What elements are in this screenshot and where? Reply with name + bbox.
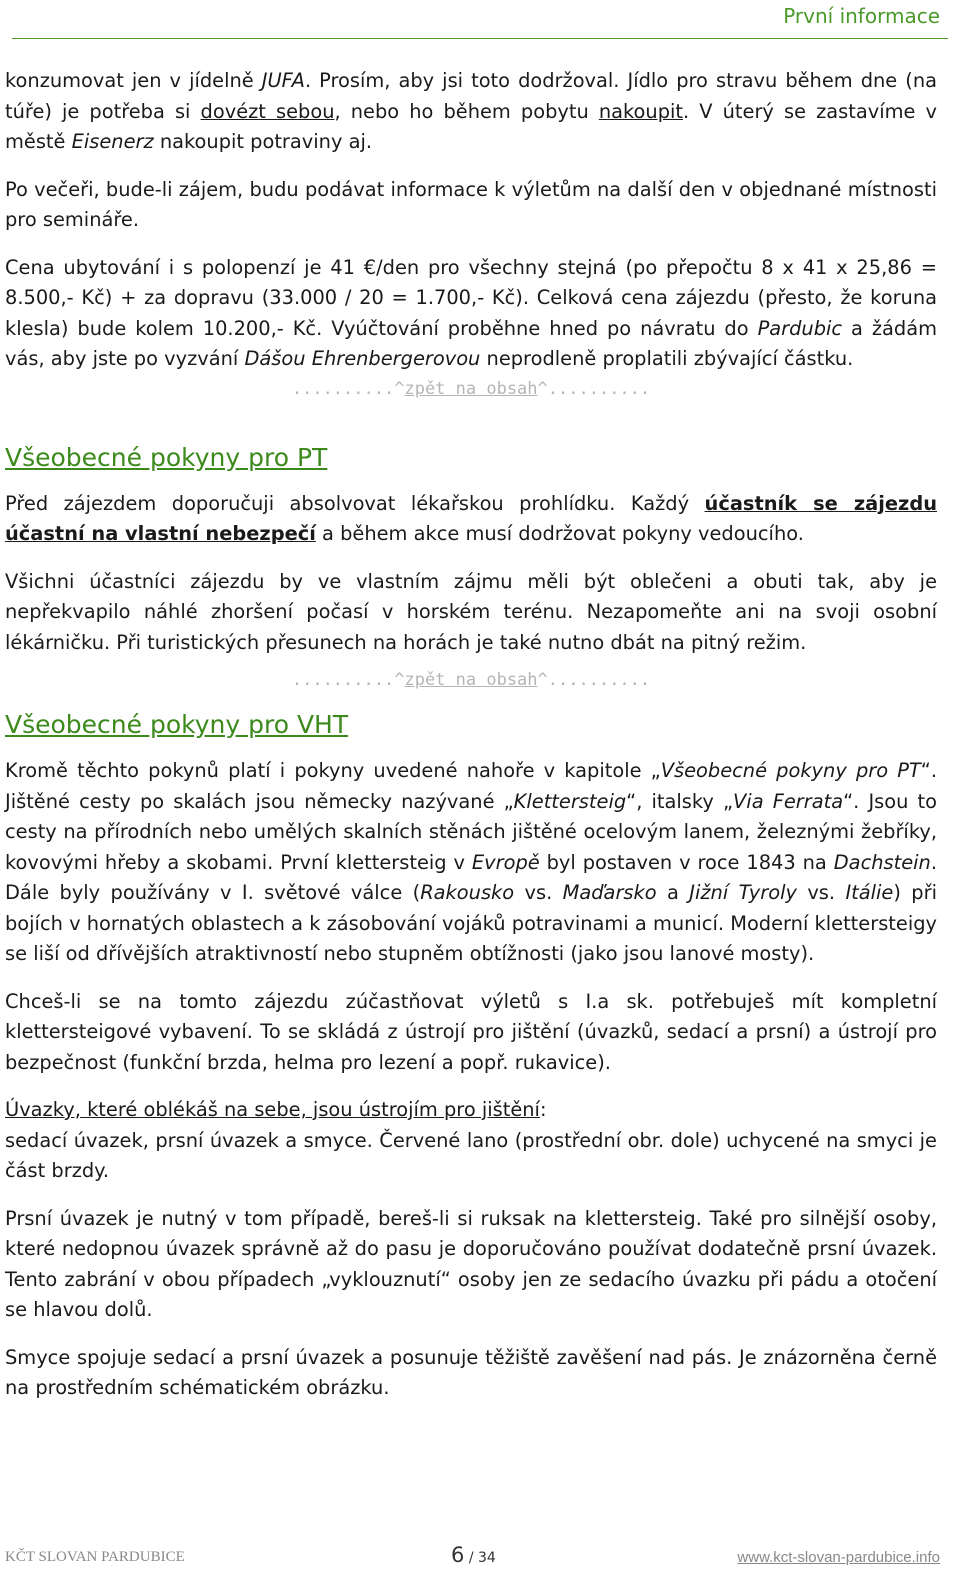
page-header-title: První informace <box>783 4 940 28</box>
section-title-pt: Všeobecné pokyny pro PT <box>5 442 328 472</box>
paragraph-vht-intro: Kromě těchto pokynů platí i pokyny uvedené nahoře v kapitole „Všeobecné pokyny pro PT“. Jištěné cesty po skalách jsou německy nazývané „Klettersteig“, italsky „Via Ferrata“. Jsou to cesty na přírodních nebo umělých skalních stěnách jištěné ocelovým lanem, železnými žebříky, kovovými hřeby a skobami. První klettersteig v Evropě byl postaven v roce 1843 na Dachstein. Dále byly používány v I. světové válce (Rakousko vs. Maďarsko a Jižní Tyroly vs. Itálie) při bojích v hornatých oblastech a k zásobování vojáků potravinami a municí. Moderní klettersteigy se liší od dřívějších atraktivností nebo stupněm obtížnosti (jako jsou lanové mosty). <box>5 759 938 965</box>
paragraph-vht-sling: Smyce spojuje sedací a prsní úvazek a posunuje těžiště zavěšení nad pás. Je znázorněna černě na prostředním schématickém obrázku. <box>5 1345 937 1399</box>
back-to-contents-1: ..........^zpět na obsah^.......... <box>291 378 651 399</box>
paragraph-price: Cena ubytování i s polopenzí je 41 €/den pro všechny stejná (po přepočtu 8 x 41 x 25,86 = 8.500,- Kč) + za dopravu (33.000 / 20 = 1.700,- Kč). Celková cena zájezdu (přesto, že koruna klesla) bude kolem 10.200,- Kč. Vyúčtování proběhne hned po návratu do Pardubic a žádám vás, aby jste po vyzvání Dášou Ehrenbergerovou neprodleně proplatili zbývající částku. <box>5 255 937 370</box>
back-to-contents-link[interactable]: zpět na obsah <box>404 378 538 399</box>
section-title-vht: Všeobecné pokyny pro VHT <box>5 710 349 739</box>
paragraph-meals: konzumovat jen v jídelně JUFA. Prosím, aby jsi toto dodržoval. Jídlo pro stravu během dne (na túře) je potřeba si dovézt sebou, nebo ho během pobytu nakoupit. V úterý se zastavíme v městě Eisenerz nakoupit potraviny aj. <box>5 69 938 153</box>
header-divider <box>12 38 948 39</box>
main-content <box>5 66 937 1421</box>
page-number: 6 / 34 <box>451 1543 496 1567</box>
paragraph-vht-equipment: Chceš-li se na tomto zájezdu zúčastňovat výletů s I.a sk. potřebuješ mít kompletní klettersteigové vybavení. To se skládá z ústrojí pro jištění (úvazků, sedací a prsní) a ústrojí pro bezpečnost (funkční brzda, helma pro lezení a popř. rukavice). <box>5 989 937 1074</box>
paragraph-pt-clothing: Všichni účastníci zájezdu by ve vlastním zájmu měli být oblečeni a obuti tak, aby je nepřekvapilo náhlé zhoršení počasí v horském terénu. Nezapomeňte ani na svoji osobní lékárničku. Při turistických přesunech na horách je také nutno dbát na pitný režim. <box>5 569 937 654</box>
back-to-contents-link[interactable]: zpět na obsah <box>404 670 538 690</box>
back-to-contents-2: ..........^zpět na obsah^.......... <box>291 670 651 690</box>
paragraph-vht-chest-harness: Prsní úvazek je nutný v tom případě, bereš-li si ruksak na klettersteig. Také pro silnější osoby, které nedopnou úvazek správně až do pasu je doporučováno používat dodatečně prsní úvazek. Tento zabrání v obou případech „vyklouznutí“ osoby jen ze sedacího úvazku při pádu a otočení se hlavou dolů. <box>5 1206 937 1321</box>
paragraph-evening-info: Po večeři, bude-li zájem, budu podávat informace k výletům na další den v objednané místnosti pro semináře. <box>5 177 937 231</box>
footer-website-link[interactable]: www.kct-slovan-pardubice.info <box>737 1549 940 1566</box>
paragraph-vht-harness: Úvazky, které oblékáš na sebe, jsou ústrojím pro jištění: sedací úvazek, prsní úvazek a smyce. Červené lano (prostřední obr. dole) uchycené na smyci je část brzdy. <box>5 1098 937 1182</box>
harness-heading: Úvazky, které oblékáš na sebe, jsou ústrojím pro jištění <box>5 1098 540 1121</box>
page-footer <box>5 1543 940 1583</box>
paragraph-pt-medical: Před zájezdem doporučuji absolvovat lékařskou prohlídku. Každý účastník se zájezdu účastní na vlastní nebezpečí a během akce musí dodržovat pokyny vedoucího. <box>5 491 937 545</box>
footer-organization: KČT SLOVAN PARDUBICE <box>5 1549 185 1565</box>
